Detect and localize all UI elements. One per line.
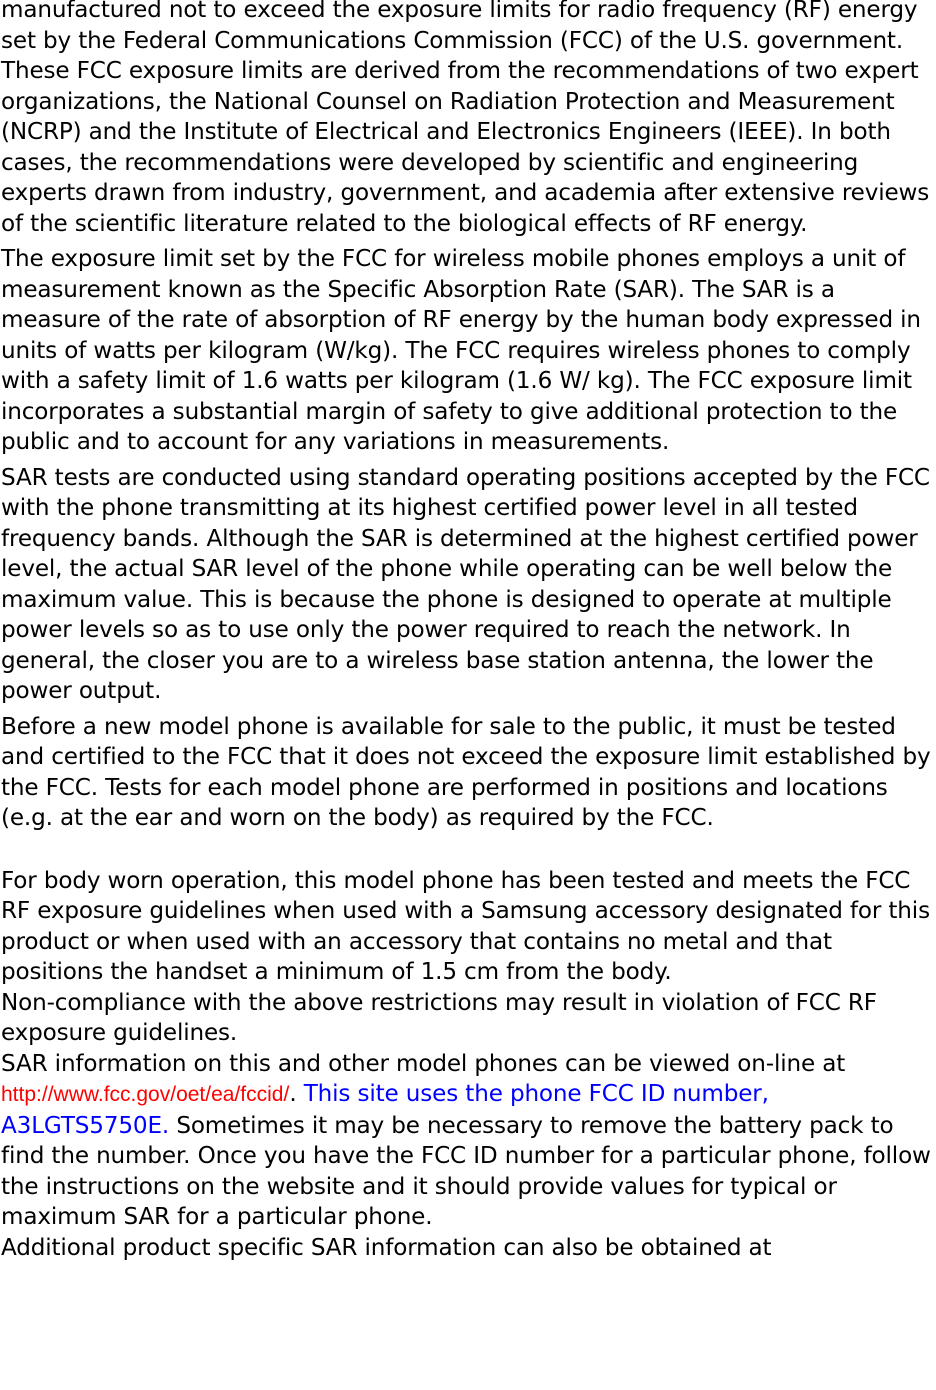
paragraph-model-certification: Before a new model phone is available for sale to the public, it must be tested and certified to the FCC that it does not exceed the exposure limit established by the FCC. Tests for each model phone are performed in positions and locations (e.g. at the ear and worn on the body) as required by the FCC. [1,713,931,831]
link-period: . [289,1081,297,1107]
paragraph-sar-tests: SAR tests are conducted using standard operating positions accepted by the FCC with the phone transmitting at its highest certified power level in all tested frequency bands. Although the SAR is determined at the highest certified power level, the actual SAR level of the phone while operating can be well below the maximum value. This is because the phone is designed to operate at multiple power levels so as to use only the power required to reach the network. In general, the closer you are to a wireless base station antenna, the lower the power output. [1,464,930,704]
paragraph-sar-online-info [1,1049,936,1233]
paragraph-non-compliance: Non-compliance with the above restrictions may result in violation of FCC RF exposure guidelines. [1,989,877,1046]
paragraph-fcc-exposure-limits: manufactured not to exceed the exposure limits for radio frequency (RF) energy set by the Federal Communications Commission (FCC) of the U.S. government. These FCC exposure limits are derived from the recommendations of two expert organizations, the National Counsel on Radiation Protection and Measurement (NCRP) and the Institute of Electrical and Electronics Engineers (IEEE). In both cases, the recommendations were developed by scientific and engineering experts drawn from industry, government, and academia after extensive reviews of the scientific literature related to the biological effects of RF energy. [1,0,930,237]
fcc-id-link[interactable]: http://www.fcc.gov/oet/ea/fccid/ [1,1083,290,1106]
paragraph-additional-sar-info: Additional product specific SAR information can also be obtained at [1,1234,772,1261]
document-page [1,0,936,1263]
sar-online-intro: SAR information on this and other model phones can be viewed on-line at [1,1050,846,1077]
sar-online-rest: Sometimes it may be necessary to remove the battery pack to find the number. Once you have the FCC ID number for a particular phone, follow the instructions on the website and it should provide values for typical or maximum SAR for a particular phone. [1,1112,931,1230]
fcc-id-number-text: This site uses the phone FCC ID number, A3LGTS5750E. [1,1081,769,1139]
paragraph-body-worn-operation: For body worn operation, this model phone has been tested and meets the FCC RF exposure guidelines when used with a Samsung accessory designated for this product or when used with an accessory that contains no metal and that positions the handset a minimum of 1.5 cm from the body. [1,867,930,985]
paragraph-sar-definition: The exposure limit set by the FCC for wireless mobile phones employs a unit of measurement known as the Specific Absorption Rate (SAR). The SAR is a measure of the rate of absorption of RF energy by the human body expressed in units of watts per kilogram (W/kg). The FCC requires wireless phones to comply with a safety limit of 1.6 watts per kilogram (1.6 W/ kg). The FCC exposure limit incorporates a substantial margin of safety to give additional protection to the public and to account for any variations in measurements. [1,246,921,455]
